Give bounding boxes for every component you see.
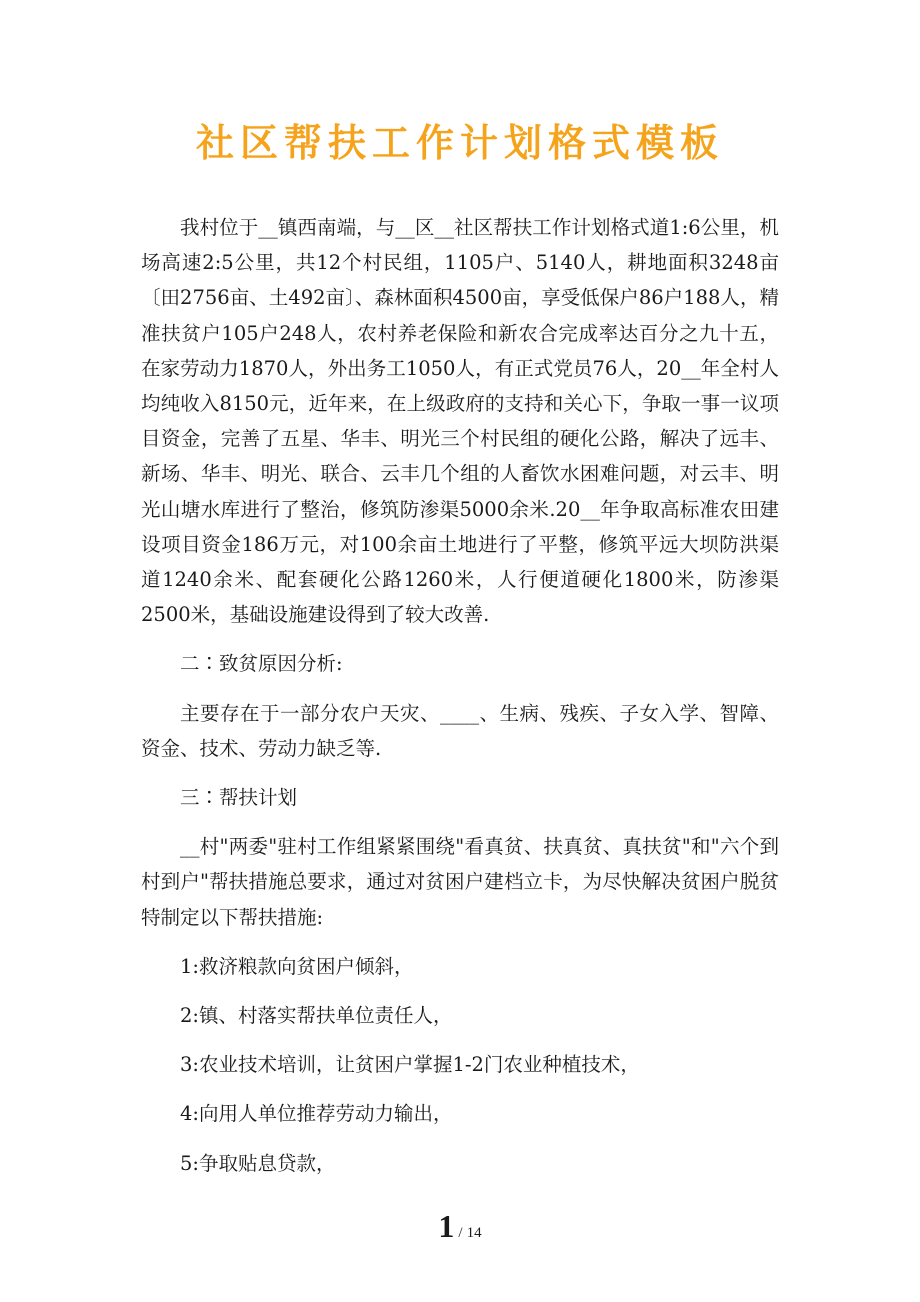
paragraph-poverty-causes: 主要存在于一部分农户天灾、____、生病、残疾、子女入学、智障、资金、技术、劳动力缺乏等. <box>141 701 779 760</box>
page-number <box>0 1208 920 1245</box>
list-item-measure-4: 4:向用人单位推荐劳动力输出， <box>180 1102 453 1126</box>
document-title: 社区帮扶工作计划格式模板 <box>195 121 724 165</box>
list-item-measure-1: 1:救济粮款向贫困户倾斜， <box>180 954 414 978</box>
page-separator: / <box>458 1225 463 1241</box>
paragraph-heading-poverty-causes: 二∶致贫原因分析: <box>180 652 343 676</box>
paragraph-village-overview: 我村位于__镇西南端，与__区__社区帮扶工作计划格式道1:6公里，机场高速2:5公里，共12个村民组，1105户、5140人，耕地面积3248亩〔田2756亩、土492亩〕、森林面积4500亩，享受低保户86户188人，精准扶贫户105户248人，农村养老保险和新农合完成率达百分之九十五，在家劳动力1870人，外出务工1050人，有正式党员76人，20__年全村人均纯收入8150元，近年来，在上级政府的支持和关心下，争取一事一议项目资金，完善了五星、华丰、明光三个村民组的硬化公路，解决了远丰、新场、华丰、明光、联合、云丰几个组的人畜饮水困难问题，对云丰、明光山塘水库进行了整治，修筑防渗渠5000余米.20__年争取高标准农田建设项目资金186万元，对100余亩土地进行了平整，修筑平远大坝防洪渠道1240余米、配套硬化公路1260米，人行便道硬化1800米，防渗渠2500米，基础设施建设得到了较大改善. <box>141 216 779 627</box>
document-body <box>141 210 779 1181</box>
list-item-measure-3: 3:农业技术培训，让贫困户掌握1-2门农业种植技术， <box>180 1053 640 1077</box>
current-page-number: 1 <box>438 1208 455 1244</box>
total-pages: 14 <box>466 1225 482 1241</box>
list-item-measure-2: 2:镇、村落实帮扶单位责任人， <box>180 1004 453 1028</box>
paragraph-plan-intro: __村"两委"驻村工作组紧紧围绕"看真贫、扶真贫、真扶贫"和"六个到村到户"帮扶措施总要求，通过对贫困户建档立卡，为尽快解决贫困户脱贫特制定以下帮扶措施: <box>141 835 779 929</box>
paragraph-heading-plan: 三∶帮扶计划 <box>180 786 298 810</box>
list-item-measure-5: 5:争取贴息贷款， <box>180 1151 336 1175</box>
